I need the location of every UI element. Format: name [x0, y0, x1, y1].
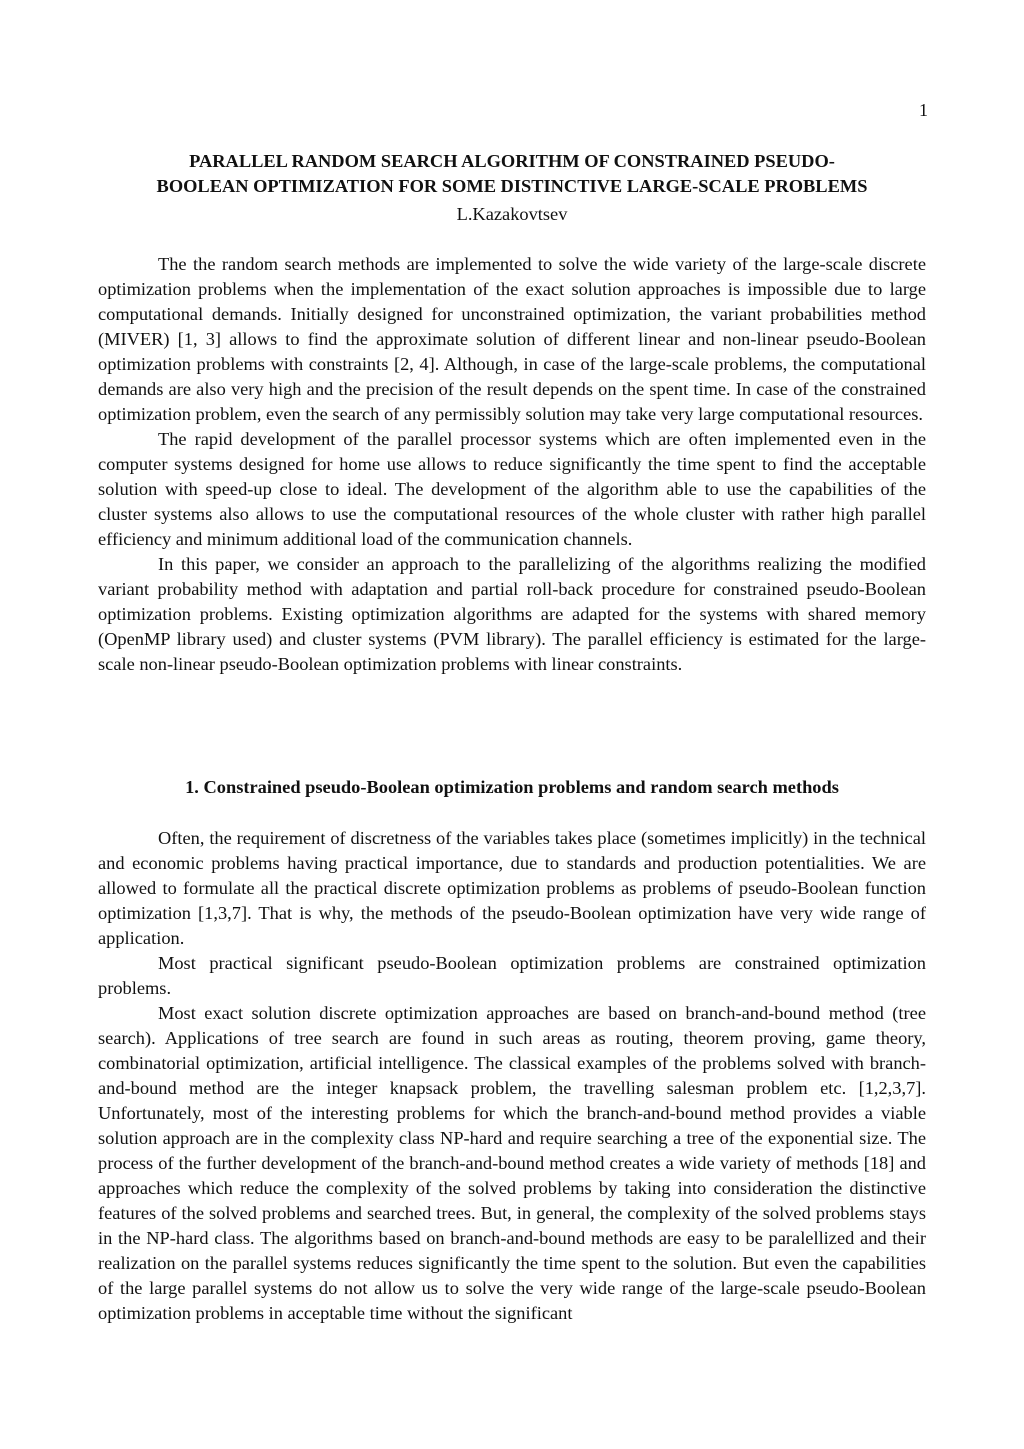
- section-heading: 1. Constrained pseudo-Boolean optimization problems and random search methods: [185, 777, 839, 797]
- title-line-2: BOOLEAN OPTIMIZATION FOR SOME DISTINCTIVE LARGE-SCALE PROBLEMS: [156, 176, 868, 196]
- author-name: L.Kazakovtsev: [456, 204, 568, 224]
- title-line-1: PARALLEL RANDOM SEARCH ALGORITHM OF CONSTRAINED PSEUDO-: [189, 151, 835, 171]
- section-paragraph: Most practical significant pseudo-Boolean optimization problems are constrained optimization problems.: [98, 953, 926, 998]
- intro-paragraph: The rapid development of the parallel processor systems which are often implemented even in the computer systems designed for home use allows to reduce significantly the time spent to find the acceptable solution with speed-up close to ideal. The development of the algorithm able to use the capabilities of the cluster systems also allows to use the computational resources of the whole cluster with rather high parallel efficiency and minimum additional load of the communication channels.: [98, 429, 926, 549]
- introduction-body: [98, 252, 926, 677]
- intro-paragraph: In this paper, we consider an approach to the parallelizing of the algorithms realizing the modified variant probability method with adaptation and partial roll-back procedure for constrained pseudo-Boolean optimization problems. Existing optimization algorithms are adapted for the systems with shared memory (OpenMP library used) and cluster systems (PVM library). The parallel efficiency is estimated for the large-scale non-linear pseudo-Boolean optimization problems with linear constraints.: [98, 554, 926, 674]
- intro-paragraph: The the random search methods are implemented to solve the wide variety of the large-scale discrete optimization problems when the implementation of the exact solution approaches is impossible due to large computational demands. Initially designed for unconstrained optimization, the variant probabilities method (MIVER) [1, 3] allows to find the approximate solution of different linear and non-linear pseudo-Boolean optimization problems with constraints [2, 4]. Although, in case of the large-scale problems, the computational demands are also very high and the precision of the result depends on the spent time. In case of the constrained optimization problem, even the search of any permissibly solution may take very large computational resources.: [98, 254, 926, 424]
- section-1-body: [98, 826, 926, 1326]
- page-number: 1: [919, 100, 928, 120]
- section-paragraph: Most exact solution discrete optimization approaches are based on branch-and-bound method (tree search). Applications of tree search are found in such areas as routing, theorem proving, game theory, combinatorial optimization, artificial intelligence. The classical examples of the problems solved with branch-and-bound method are the integer knapsack problem, the travelling salesman problem etc. [1,2,3,7]. Unfortunately, most of the interesting problems for which the branch-and-bound method provides a viable solution approach are in the complexity class NP-hard and require searching a tree of the exponential size. The process of the further development of the branch-and-bound method creates a wide variety of methods [18] and approaches which reduce the complexity of the solved problems by taking into consideration the distinctive features of the solved problems and searched trees. But, in general, the complexity of the solved problems stays in the NP-hard class. The algorithms based on branch-and-bound methods are easy to be paralellized and their realization on the parallel systems reduces significantly the time spent to the solution. But even the capabilities of the large parallel systems do not allow us to solve the very wide range of the large-scale pseudo-Boolean optimization problems in acceptable time without the significant: [98, 1003, 926, 1323]
- section-paragraph: Often, the requirement of discretness of the variables takes place (sometimes implicitly) in the technical and economic problems having practical importance, due to standards and production potentialities. We are allowed to formulate all the practical discrete optimization problems as problems of pseudo-Boolean function optimization [1,3,7]. That is why, the methods of the pseudo-Boolean optimization have very wide range of application.: [98, 828, 926, 948]
- paper-title: [98, 149, 926, 199]
